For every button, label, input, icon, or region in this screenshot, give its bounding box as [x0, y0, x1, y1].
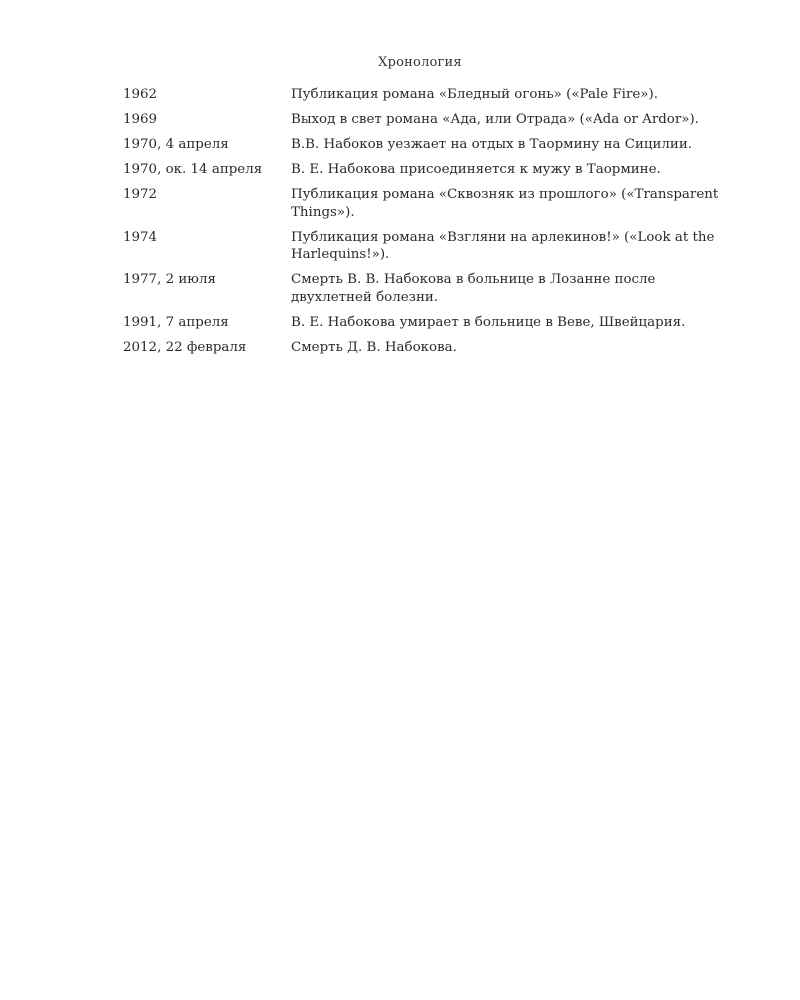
entry-date: 1969	[123, 112, 158, 127]
entry-date: 1970, 4 апреля	[123, 137, 229, 152]
chronology-row	[123, 314, 733, 332]
entry-date: 1974	[123, 229, 158, 245]
chronology-row	[123, 111, 733, 129]
entry-date: 1991, 7 апреля	[123, 314, 229, 330]
entry-date: 1972	[123, 187, 158, 202]
entry-date: 1970, ок. 14 апреля	[123, 162, 263, 177]
chronology-row	[123, 186, 733, 221]
entry-event: Выход в свет романа «Ада, или Отрада» («Ada or Ardor»).	[291, 112, 699, 127]
entry-event: Публикация романа «Бледный огонь» («Pale Fire»).	[291, 87, 658, 102]
running-head: Хронология	[378, 55, 462, 70]
chronology-row	[123, 339, 733, 357]
entry-event: Публикация романа «Взгляни на арлекинов!» («Look at the Harlequins!»).	[291, 229, 715, 262]
chronology-row	[123, 136, 733, 154]
entry-date: 2012, 22 февраля	[123, 339, 247, 355]
entry-event: В. Е. Набокова умирает в больнице в Веве, Швейцария.	[291, 314, 686, 330]
chronology-row	[123, 86, 733, 104]
chronology-row	[123, 229, 733, 264]
entry-event: В.В. Набоков уезжает на отдых в Таормину на Сицилии.	[291, 137, 693, 152]
entry-event: Публикация романа «Сквозняк из прошлого» («Transparent Things»).	[291, 187, 719, 220]
entry-event: В. Е. Набокова присоединяется к мужу в Таормине.	[291, 162, 661, 177]
entry-date: 1977, 2 июля	[123, 272, 216, 287]
chronology-row	[123, 161, 733, 179]
chronology-table	[123, 86, 733, 364]
entry-date: 1962	[123, 87, 158, 102]
entry-event: Смерть Д. В. Набокова.	[291, 339, 457, 355]
entry-event: Смерть В. В. Набокова в больнице в Лозанне после двухлетней болезни.	[291, 272, 656, 305]
chronology-row	[123, 271, 733, 306]
